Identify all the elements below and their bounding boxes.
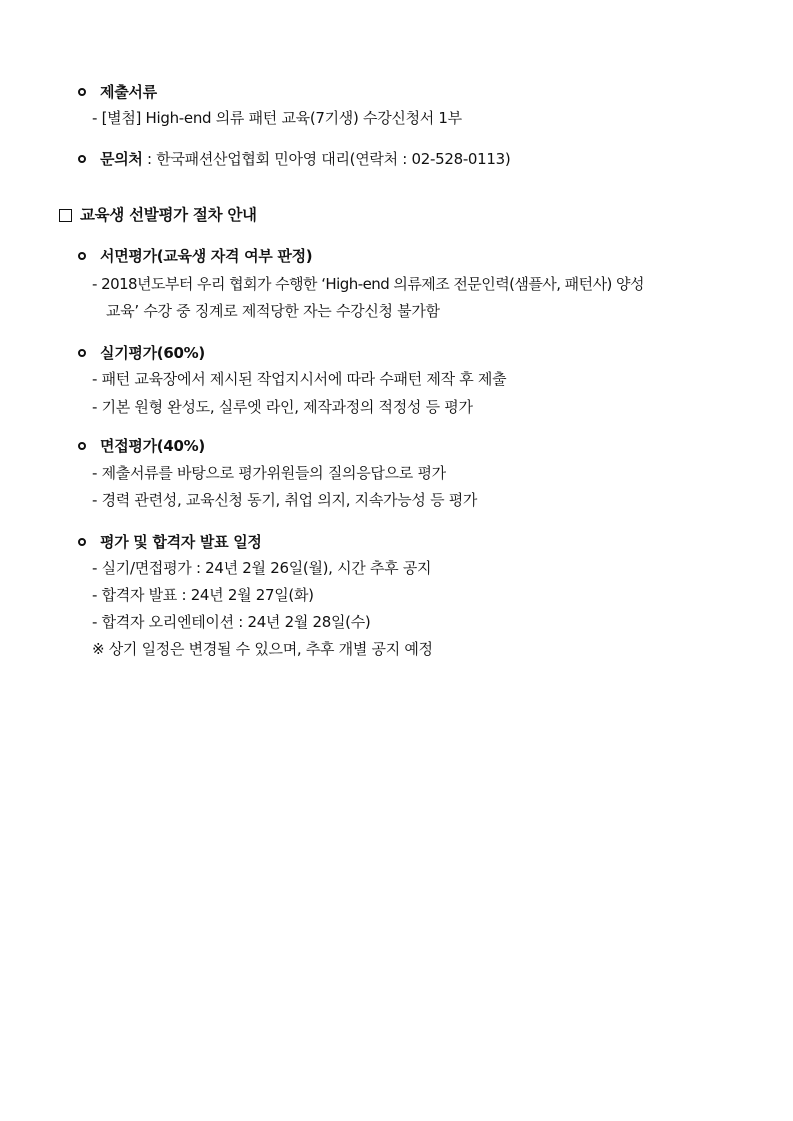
circle-bullet-icon	[78, 349, 86, 357]
section-heading-contact: 문의처	[100, 150, 143, 168]
circle-bullet-icon	[78, 538, 86, 546]
document-eval-line-1: - 2018년도부터 우리 협회가 수행한 ‘High-end 의류제조 전문인력(샘플사, 패턴사) 양성	[92, 275, 644, 293]
schedule-note: ※ 상기 일정은 변경될 수 있으며, 추후 개별 공지 예정	[92, 640, 433, 658]
schedule-item: - 합격자 발표 : 24년 2월 27일(화)	[92, 586, 314, 604]
schedule-item: - 합격자 오리엔테이션 : 24년 2월 28일(수)	[92, 613, 371, 631]
section-heading-submission: 제출서류	[100, 83, 157, 101]
section-heading-schedule: 평가 및 합격자 발표 일정	[100, 533, 262, 551]
circle-bullet-icon	[78, 442, 86, 450]
circle-bullet-icon	[78, 155, 86, 163]
section-heading-document-eval: 서면평가(교육생 자격 여부 판정)	[100, 247, 313, 265]
section-heading-practical-eval: 실기평가(60%)	[100, 344, 205, 362]
contact-line	[100, 149, 510, 169]
practical-eval-item: - 패턴 교육장에서 제시된 작업지시서에 따라 수패턴 제작 후 제출	[92, 370, 507, 388]
contact-text: : 한국패션산업협회 민아영 대리(연락처 : 02-528-0113)	[142, 150, 511, 168]
submission-item: - [별첨] High-end 의류 패턴 교육(7기생) 수강신청서 1부	[92, 109, 462, 127]
circle-bullet-icon	[78, 88, 86, 96]
interview-eval-item: - 경력 관련성, 교육신청 동기, 취업 의지, 지속가능성 등 평가	[92, 491, 478, 509]
main-heading: 교육생 선발평가 절차 안내	[80, 206, 257, 224]
document-eval-line-2: 교육’ 수강 중 징계로 제적당한 자는 수강신청 불가함	[106, 302, 440, 320]
interview-eval-item: - 제출서류를 바탕으로 평가위원들의 질의응답으로 평가	[92, 464, 446, 482]
practical-eval-item: - 기본 원형 완성도, 실루엣 라인, 제작과정의 적정성 등 평가	[92, 398, 473, 416]
square-bullet-icon	[59, 209, 72, 222]
section-heading-interview-eval: 면접평가(40%)	[100, 437, 205, 455]
circle-bullet-icon	[78, 252, 86, 260]
schedule-item: - 실기/면접평가 : 24년 2월 26일(월), 시간 추후 공지	[92, 559, 432, 577]
